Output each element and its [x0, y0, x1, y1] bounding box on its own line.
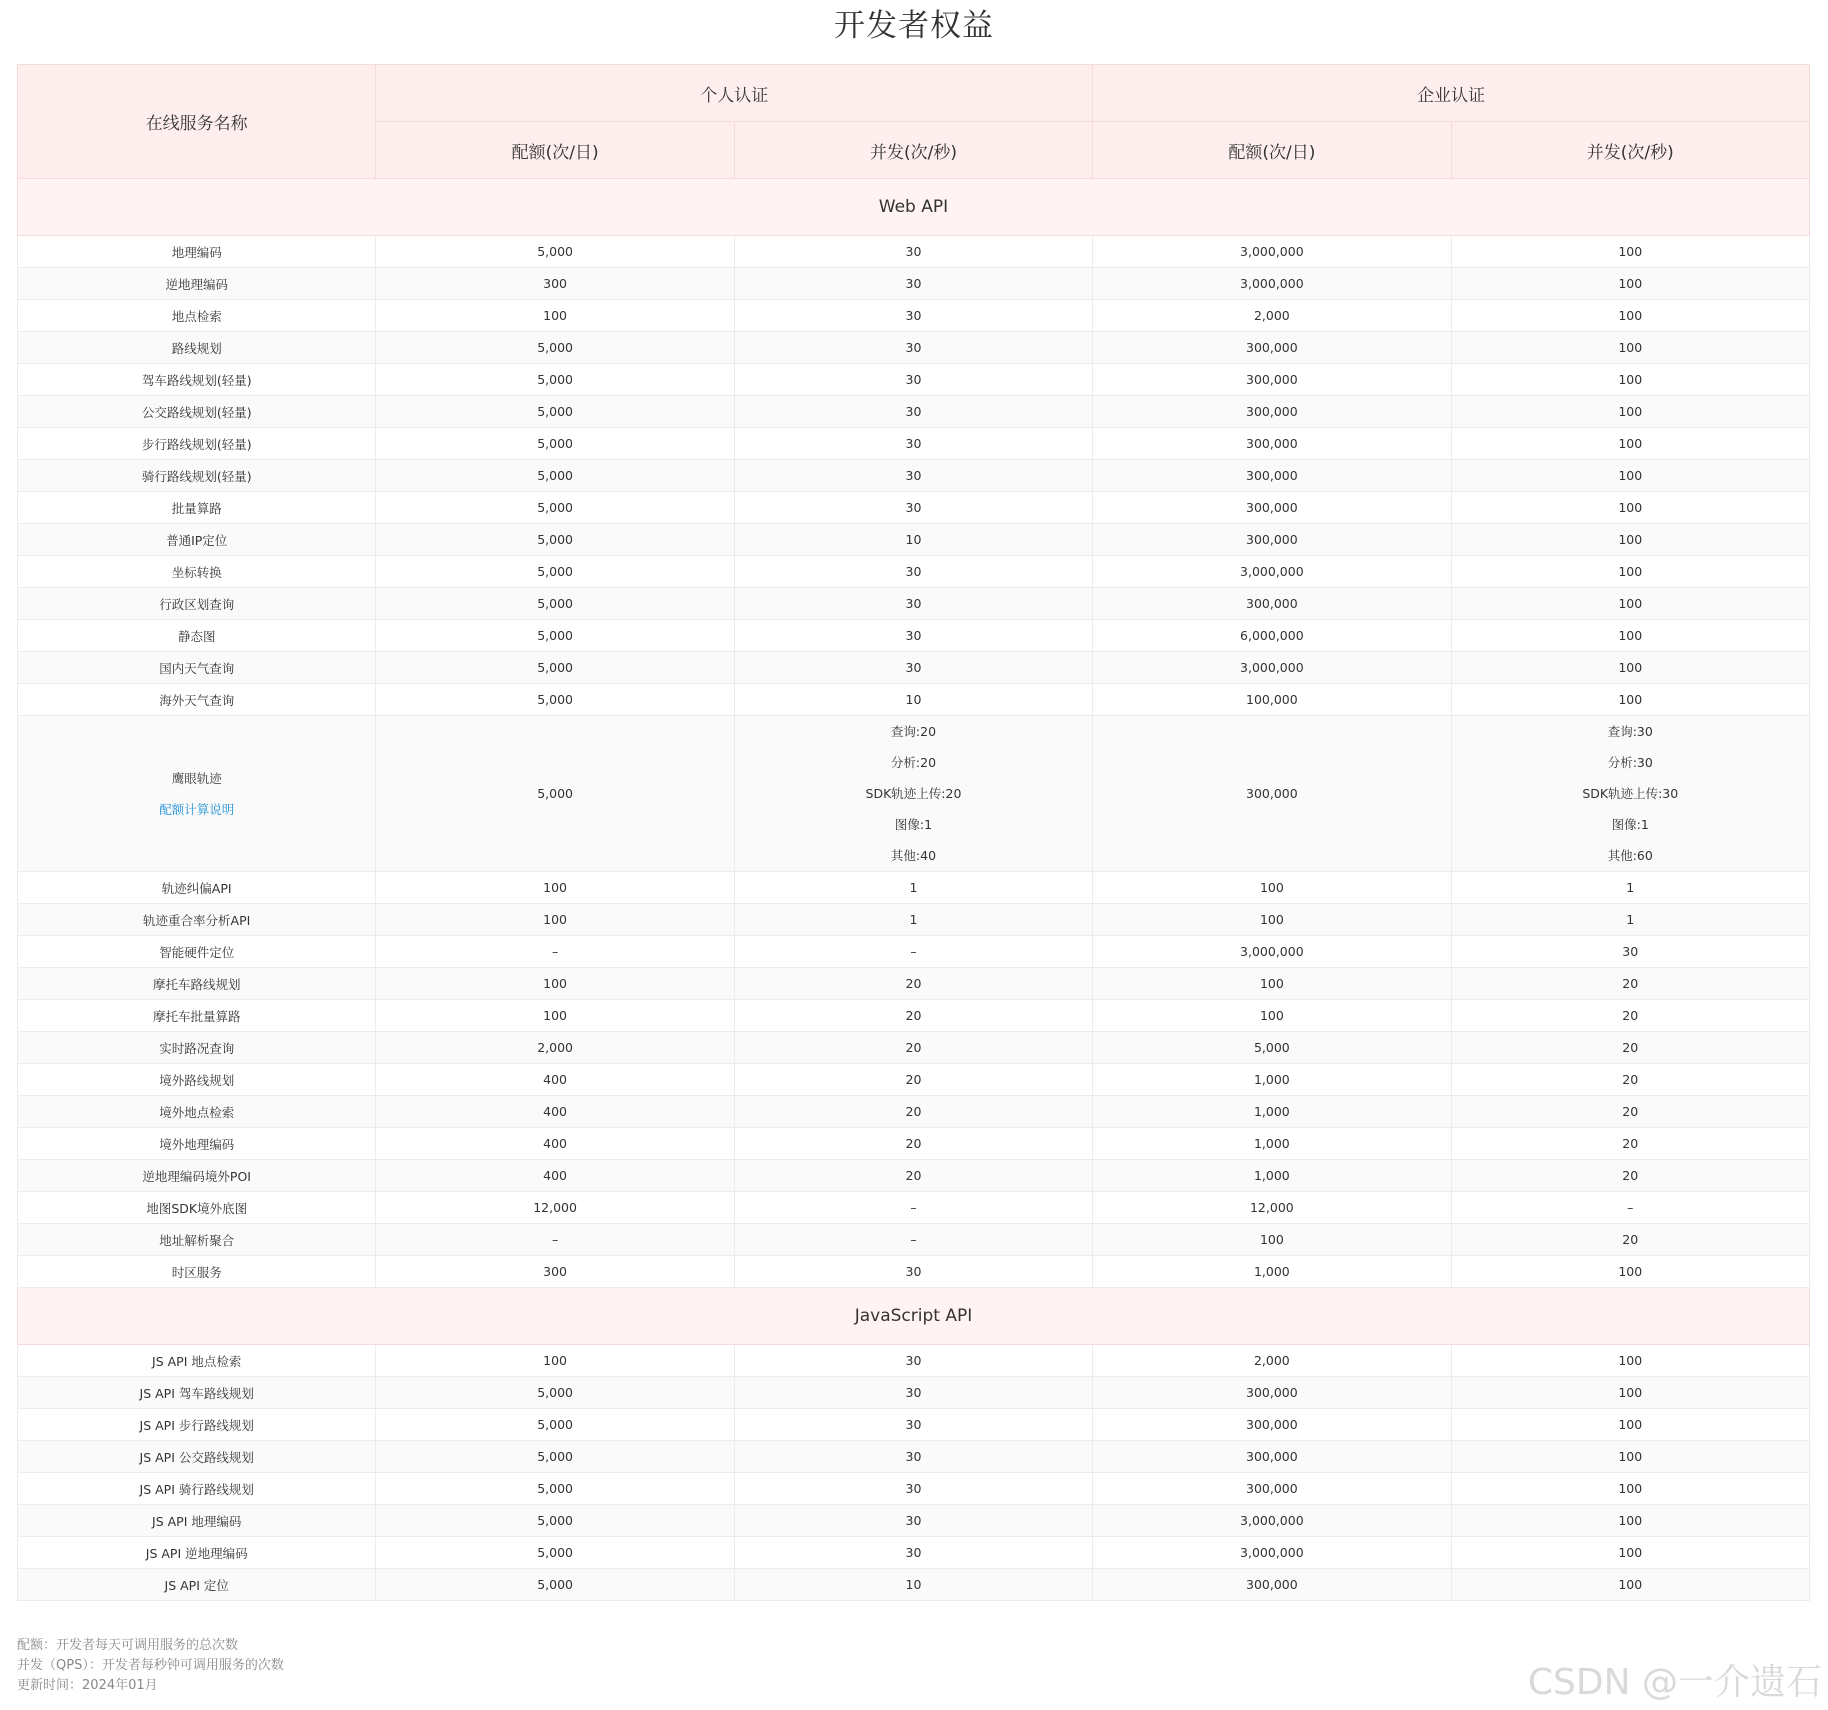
table-row: [18, 524, 1810, 556]
service-name: 路线规划: [18, 332, 376, 364]
personal-quota: 100: [376, 872, 734, 904]
personal-quota: 5,000: [376, 428, 734, 460]
enterprise-quota: 3,000,000: [1093, 652, 1451, 684]
header-personal-concurrency: 并发(次/秒): [734, 122, 1092, 179]
personal-concurrency: 30: [734, 652, 1092, 684]
personal-quota: 5,000: [376, 1569, 734, 1601]
personal-concurrency: 20: [734, 1160, 1092, 1192]
personal-quota: 5,000: [376, 556, 734, 588]
service-name: 批量算路: [18, 492, 376, 524]
enterprise-concurrency: 20: [1451, 1032, 1809, 1064]
enterprise-concurrency-line: 图像:1: [1611, 817, 1649, 832]
enterprise-concurrency: 100: [1451, 492, 1809, 524]
enterprise-quota: 300,000: [1093, 492, 1451, 524]
enterprise-quota: 1,000: [1093, 1256, 1451, 1288]
enterprise-concurrency-line: 分析:30: [1607, 755, 1653, 770]
enterprise-concurrency: 100: [1451, 652, 1809, 684]
enterprise-quota: 3,000,000: [1093, 1537, 1451, 1569]
enterprise-quota: 300,000: [1093, 364, 1451, 396]
header-enterprise-concurrency: 并发(次/秒): [1451, 122, 1809, 179]
enterprise-quota: 3,000,000: [1093, 268, 1451, 300]
personal-concurrency: 10: [734, 524, 1092, 556]
personal-concurrency: 30: [734, 492, 1092, 524]
enterprise-concurrency: 20: [1451, 1096, 1809, 1128]
service-name: 地图SDK境外底图: [18, 1192, 376, 1224]
service-name: 地址解析聚合: [18, 1224, 376, 1256]
personal-quota: 5,000: [376, 524, 734, 556]
enterprise-quota: 3,000,000: [1093, 936, 1451, 968]
service-name: 摩托车路线规划: [18, 968, 376, 1000]
personal-concurrency: 20: [734, 1000, 1092, 1032]
service-name: 坐标转换: [18, 556, 376, 588]
personal-concurrency: 30: [734, 1377, 1092, 1409]
personal-concurrency: [734, 716, 1092, 872]
enterprise-concurrency: 100: [1451, 1377, 1809, 1409]
enterprise-quota: 100: [1093, 872, 1451, 904]
personal-quota: 400: [376, 1160, 734, 1192]
table-row: [18, 332, 1810, 364]
enterprise-quota: 100: [1093, 904, 1451, 936]
personal-concurrency: 1: [734, 872, 1092, 904]
personal-quota: 5,000: [376, 396, 734, 428]
table-row: [18, 460, 1810, 492]
service-name: 境外路线规划: [18, 1064, 376, 1096]
table-row: [18, 588, 1810, 620]
service-name: 逆地理编码境外POI: [18, 1160, 376, 1192]
service-name: 境外地理编码: [18, 1128, 376, 1160]
enterprise-quota: 300,000: [1093, 332, 1451, 364]
enterprise-quota: 300,000: [1093, 1409, 1451, 1441]
enterprise-quota: 100,000: [1093, 684, 1451, 716]
enterprise-concurrency: 100: [1451, 1505, 1809, 1537]
enterprise-quota: 300,000: [1093, 428, 1451, 460]
personal-quota: 300: [376, 268, 734, 300]
enterprise-concurrency: 100: [1451, 332, 1809, 364]
personal-quota: 5,000: [376, 716, 734, 872]
table-row: [18, 684, 1810, 716]
personal-concurrency: 10: [734, 1569, 1092, 1601]
enterprise-concurrency: 100: [1451, 428, 1809, 460]
enterprise-concurrency-line: 查询:30: [1607, 724, 1653, 739]
personal-concurrency: 20: [734, 1128, 1092, 1160]
personal-concurrency-line: 分析:20: [890, 755, 937, 770]
table-row: [18, 300, 1810, 332]
enterprise-concurrency: 100: [1451, 588, 1809, 620]
personal-concurrency: 20: [734, 968, 1092, 1000]
personal-concurrency: 30: [734, 364, 1092, 396]
service-name: 轨迹重合率分析API: [18, 904, 376, 936]
enterprise-concurrency: 20: [1451, 1224, 1809, 1256]
personal-quota: 5,000: [376, 652, 734, 684]
enterprise-concurrency: 100: [1451, 620, 1809, 652]
table-row: [18, 1256, 1810, 1288]
table-row: [18, 652, 1810, 684]
enterprise-concurrency: 20: [1451, 1064, 1809, 1096]
enterprise-concurrency: 20: [1451, 968, 1809, 1000]
enterprise-concurrency: 100: [1451, 1256, 1809, 1288]
personal-concurrency: 30: [734, 428, 1092, 460]
enterprise-quota: 100: [1093, 1000, 1451, 1032]
table-row: [18, 396, 1810, 428]
enterprise-quota: 1,000: [1093, 1128, 1451, 1160]
personal-concurrency: 30: [734, 556, 1092, 588]
service-name: 骑行路线规划(轻量): [18, 460, 376, 492]
enterprise-concurrency: 100: [1451, 1537, 1809, 1569]
personal-concurrency: 30: [734, 396, 1092, 428]
personal-concurrency: 1: [734, 904, 1092, 936]
table-row: [18, 1000, 1810, 1032]
enterprise-concurrency: 1: [1451, 904, 1809, 936]
personal-quota: 5,000: [376, 364, 734, 396]
personal-quota: 400: [376, 1064, 734, 1096]
section-javascript-api-label: JavaScript API: [18, 1288, 1810, 1345]
table-row: [18, 1473, 1810, 1505]
enterprise-quota: 1,000: [1093, 1096, 1451, 1128]
table-row: [18, 1160, 1810, 1192]
watermark: CSDN @一介遗石: [1527, 1662, 1822, 1703]
personal-quota: 5,000: [376, 620, 734, 652]
service-name: 地点检索: [18, 300, 376, 332]
table-row: [18, 1441, 1810, 1473]
enterprise-concurrency: 100: [1451, 396, 1809, 428]
personal-concurrency: –: [734, 1224, 1092, 1256]
footnotes: [17, 1636, 284, 1696]
enterprise-concurrency: 100: [1451, 684, 1809, 716]
table-row: [18, 1569, 1810, 1601]
personal-concurrency: 30: [734, 1441, 1092, 1473]
personal-concurrency: 20: [734, 1032, 1092, 1064]
table-row: [18, 268, 1810, 300]
service-name: JS API 定位: [18, 1569, 376, 1601]
service-name: 境外地点检索: [18, 1096, 376, 1128]
service-name: 海外天气查询: [18, 684, 376, 716]
personal-quota: 5,000: [376, 332, 734, 364]
personal-quota: 5,000: [376, 684, 734, 716]
service-name: 国内天气查询: [18, 652, 376, 684]
personal-quota: –: [376, 1224, 734, 1256]
personal-quota: 5,000: [376, 1537, 734, 1569]
personal-quota: 5,000: [376, 1409, 734, 1441]
personal-concurrency: 10: [734, 684, 1092, 716]
service-name: 摩托车批量算路: [18, 1000, 376, 1032]
table-row: [18, 364, 1810, 396]
table-row: [18, 1345, 1810, 1377]
table-row: [18, 1505, 1810, 1537]
service-name: 地理编码: [18, 236, 376, 268]
table-row: [18, 1032, 1810, 1064]
personal-quota: 100: [376, 968, 734, 1000]
personal-concurrency: 30: [734, 1345, 1092, 1377]
service-name: 静态图: [18, 620, 376, 652]
table-row: [18, 1064, 1810, 1096]
personal-concurrency-line: 其他:40: [890, 848, 937, 863]
personal-concurrency: 30: [734, 1537, 1092, 1569]
enterprise-quota: 100: [1093, 1224, 1451, 1256]
enterprise-quota: 2,000: [1093, 300, 1451, 332]
note-updated: 更新时间：2024年01月: [17, 1678, 158, 1693]
personal-concurrency: 30: [734, 268, 1092, 300]
enterprise-quota: 12,000: [1093, 1192, 1451, 1224]
personal-quota: 5,000: [376, 236, 734, 268]
table-row-eagle-eye: [18, 716, 1810, 872]
table-row: [18, 1096, 1810, 1128]
personal-quota: 5,000: [376, 1505, 734, 1537]
developer-rights-table: [17, 64, 1810, 1601]
enterprise-quota: 300,000: [1093, 1569, 1451, 1601]
personal-quota: 300: [376, 1256, 734, 1288]
table-row: [18, 492, 1810, 524]
service-name-label: 鹰眼轨迹: [171, 770, 222, 786]
personal-concurrency: 30: [734, 588, 1092, 620]
personal-concurrency: 20: [734, 1064, 1092, 1096]
enterprise-quota: 3,000,000: [1093, 1505, 1451, 1537]
enterprise-concurrency: 20: [1451, 1000, 1809, 1032]
enterprise-concurrency: 20: [1451, 1160, 1809, 1192]
table-body: [18, 179, 1810, 1601]
personal-quota: –: [376, 936, 734, 968]
personal-quota: 100: [376, 300, 734, 332]
personal-concurrency: 30: [734, 300, 1092, 332]
table-row: [18, 968, 1810, 1000]
enterprise-quota: 1,000: [1093, 1064, 1451, 1096]
service-name: [18, 716, 376, 872]
enterprise-concurrency-line: SDK轨迹上传:30: [1582, 786, 1679, 801]
table-row: [18, 428, 1810, 460]
table-row: [18, 1409, 1810, 1441]
service-name: 公交路线规划(轻量): [18, 396, 376, 428]
personal-concurrency-line: SDK轨迹上传:20: [865, 786, 962, 801]
enterprise-concurrency: 100: [1451, 268, 1809, 300]
service-name: JS API 步行路线规划: [18, 1409, 376, 1441]
personal-quota: 400: [376, 1096, 734, 1128]
service-name: 行政区划查询: [18, 588, 376, 620]
enterprise-concurrency: 20: [1451, 1128, 1809, 1160]
enterprise-concurrency: 100: [1451, 1441, 1809, 1473]
enterprise-quota: 300,000: [1093, 716, 1451, 872]
enterprise-quota: 100: [1093, 968, 1451, 1000]
personal-quota: 12,000: [376, 1192, 734, 1224]
table-row: [18, 872, 1810, 904]
enterprise-concurrency: 30: [1451, 936, 1809, 968]
personal-quota: 100: [376, 1345, 734, 1377]
table-row: [18, 1377, 1810, 1409]
section-web-api-label: Web API: [18, 179, 1810, 236]
personal-quota: 2,000: [376, 1032, 734, 1064]
table-header: [18, 65, 1810, 179]
enterprise-quota: 300,000: [1093, 524, 1451, 556]
service-name: 驾车路线规划(轻量): [18, 364, 376, 396]
table-row: [18, 904, 1810, 936]
personal-concurrency: 30: [734, 236, 1092, 268]
section-javascript-api: [18, 1288, 1810, 1345]
service-name: JS API 骑行路线规划: [18, 1473, 376, 1505]
quota-calculation-link[interactable]: 配额计算说明: [159, 801, 235, 817]
table-row: [18, 236, 1810, 268]
enterprise-quota: 6,000,000: [1093, 620, 1451, 652]
enterprise-quota: 300,000: [1093, 1441, 1451, 1473]
enterprise-quota: 300,000: [1093, 460, 1451, 492]
enterprise-concurrency: [1451, 716, 1809, 872]
note-quota: 配额：开发者每天可调用服务的总次数: [17, 1638, 239, 1653]
enterprise-concurrency: 100: [1451, 1345, 1809, 1377]
table-row: [18, 556, 1810, 588]
personal-concurrency: 30: [734, 620, 1092, 652]
personal-quota: 5,000: [376, 492, 734, 524]
personal-quota: 5,000: [376, 460, 734, 492]
enterprise-quota: 300,000: [1093, 396, 1451, 428]
enterprise-concurrency: 100: [1451, 556, 1809, 588]
personal-quota: 5,000: [376, 588, 734, 620]
enterprise-quota: 3,000,000: [1093, 556, 1451, 588]
enterprise-quota: 300,000: [1093, 588, 1451, 620]
personal-concurrency: –: [734, 1192, 1092, 1224]
service-name: 实时路况查询: [18, 1032, 376, 1064]
personal-concurrency: –: [734, 936, 1092, 968]
service-name: JS API 公交路线规划: [18, 1441, 376, 1473]
header-enterprise-quota: 配额(次/日): [1093, 122, 1451, 179]
enterprise-quota: 300,000: [1093, 1473, 1451, 1505]
enterprise-quota: 300,000: [1093, 1377, 1451, 1409]
enterprise-quota: 3,000,000: [1093, 236, 1451, 268]
service-name: 时区服务: [18, 1256, 376, 1288]
table-row: [18, 936, 1810, 968]
service-name: 普通IP定位: [18, 524, 376, 556]
personal-concurrency-line: 查询:20: [890, 724, 937, 739]
enterprise-concurrency-line: 其他:60: [1607, 848, 1653, 863]
header-service-name: 在线服务名称: [18, 65, 376, 179]
enterprise-quota: 1,000: [1093, 1160, 1451, 1192]
enterprise-concurrency: 100: [1451, 236, 1809, 268]
personal-quota: 5,000: [376, 1473, 734, 1505]
enterprise-concurrency: 100: [1451, 460, 1809, 492]
personal-concurrency-line: 图像:1: [894, 817, 933, 832]
service-name: 步行路线规划(轻量): [18, 428, 376, 460]
service-name: JS API 驾车路线规划: [18, 1377, 376, 1409]
table-row: [18, 1224, 1810, 1256]
personal-concurrency: 30: [734, 332, 1092, 364]
personal-quota: 5,000: [376, 1377, 734, 1409]
personal-concurrency: 30: [734, 1473, 1092, 1505]
personal-concurrency: 30: [734, 1505, 1092, 1537]
table-row: [18, 1192, 1810, 1224]
personal-concurrency: 30: [734, 460, 1092, 492]
section-web-api: [18, 179, 1810, 236]
header-personal-quota: 配额(次/日): [376, 122, 734, 179]
table-row: [18, 1128, 1810, 1160]
service-name: JS API 地理编码: [18, 1505, 376, 1537]
header-personal: 个人认证: [376, 65, 1093, 122]
personal-quota: 400: [376, 1128, 734, 1160]
enterprise-quota: 5,000: [1093, 1032, 1451, 1064]
enterprise-concurrency: 100: [1451, 364, 1809, 396]
enterprise-concurrency: 100: [1451, 300, 1809, 332]
personal-concurrency: 30: [734, 1256, 1092, 1288]
enterprise-concurrency: 100: [1451, 1409, 1809, 1441]
note-concurrency: 并发（QPS）：开发者每秒钟可调用服务的次数: [17, 1658, 284, 1673]
personal-quota: 100: [376, 1000, 734, 1032]
personal-quota: 100: [376, 904, 734, 936]
table-row: [18, 620, 1810, 652]
service-name: JS API 逆地理编码: [18, 1537, 376, 1569]
personal-quota: 5,000: [376, 1441, 734, 1473]
personal-concurrency: 20: [734, 1096, 1092, 1128]
enterprise-concurrency: 1: [1451, 872, 1809, 904]
enterprise-concurrency: 100: [1451, 524, 1809, 556]
service-name: JS API 地点检索: [18, 1345, 376, 1377]
enterprise-quota: 2,000: [1093, 1345, 1451, 1377]
page-title: 开发者权益: [834, 8, 994, 44]
service-name: 轨迹纠偏API: [18, 872, 376, 904]
service-name: 逆地理编码: [18, 268, 376, 300]
service-name: 智能硬件定位: [18, 936, 376, 968]
enterprise-concurrency: 100: [1451, 1473, 1809, 1505]
header-enterprise: 企业认证: [1093, 65, 1810, 122]
personal-concurrency: 30: [734, 1409, 1092, 1441]
enterprise-concurrency: –: [1451, 1192, 1809, 1224]
enterprise-concurrency: 100: [1451, 1569, 1809, 1601]
table-row: [18, 1537, 1810, 1569]
